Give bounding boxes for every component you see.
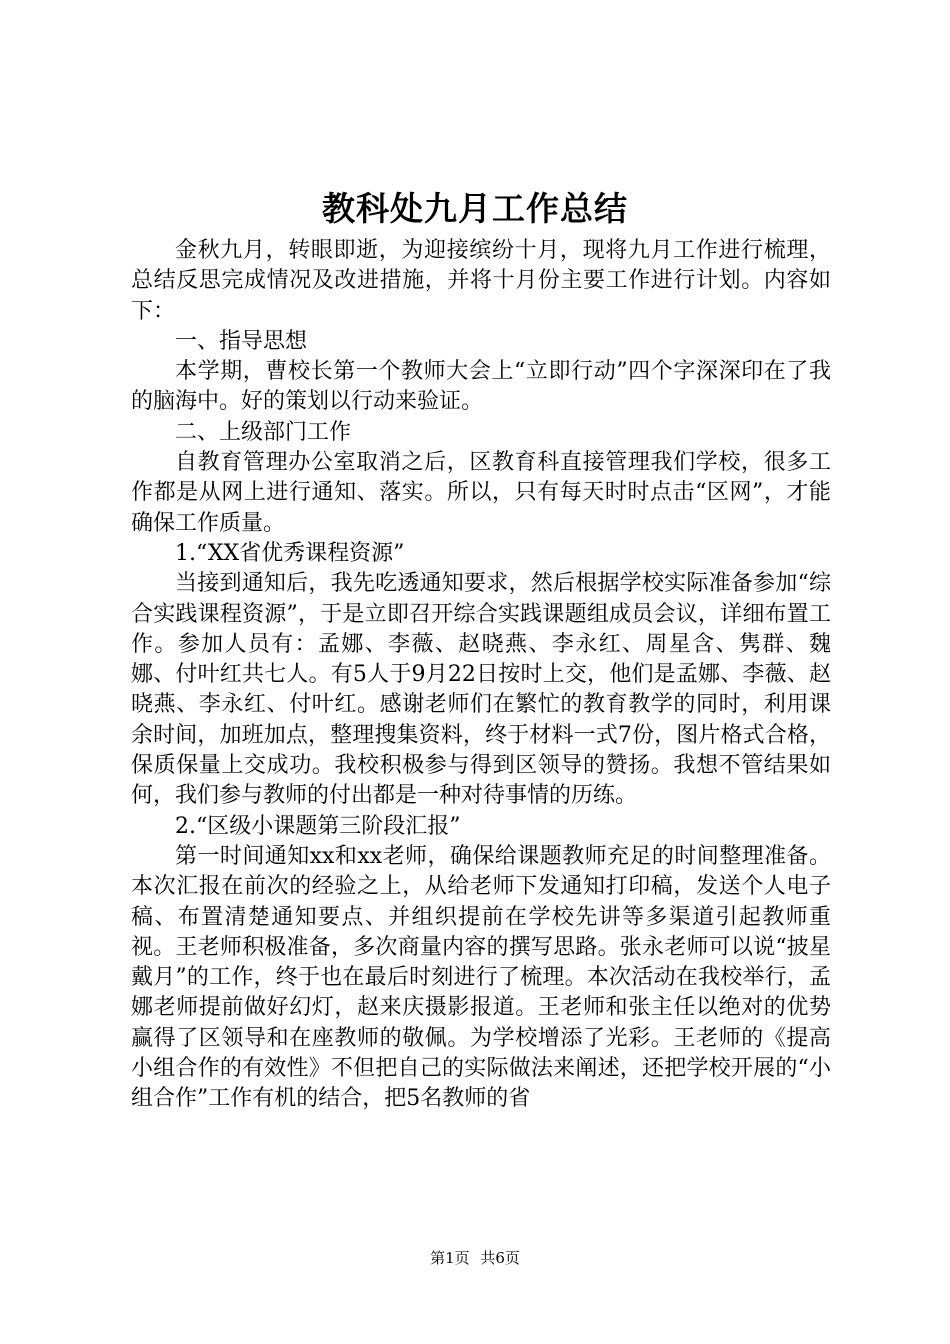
paragraph-research-report: 第一时间通知xx和xx老师，确保给课题教师充足的时间整理准备。本次汇报在前次的经验之上，从给老师下发通知打印稿，发送个人电子稿、布置清楚通知要点、并组织提前在学校先讲等多渠道引起教师重视。王老师积极准备，多次商量内容的撰写思路。张永老师可以说“披星戴月”的工作，终于也在最后时刻进行了梳理。本次活动在我校举行，孟娜老师提前做好幻灯，赵来庆摄影报道。王老师和张主任以绝对的优势赢得了区领导和在座教师的敬佩。为学校增添了光彩。王老师的《提高小组合作的有效性》不但把自己的实际做法来阐述，还把学校开展的“小组合作”工作有机的结合，把5名教师的省 — [131, 843, 831, 1112]
document-title: 教科处九月工作总结 — [322, 189, 628, 228]
paragraph-guiding-thought: 本学期，曹校长第一个教师大会上“立即行动”四个字深深印在了我的脑海中。好的策划以行动来验证。 — [131, 359, 831, 415]
page-number: 第1页 — [430, 1249, 470, 1267]
document-body — [131, 236, 831, 1115]
section-heading-superior-work: 二、上级部门工作 — [175, 419, 352, 445]
paragraph-superior-work: 自教育管理办公室取消之后，区教育科直接管理我们学校，很多工作都是从网上进行通知、落实。所以，只有每天时时点击“区网”，才能确保工作质量。 — [131, 450, 831, 536]
paragraph-course-resources: 当接到通知后，我先吃透通知要求，然后根据学校实际准备参加“综合实践课程资源”，于是立即召开综合实践课题组成员会议，详细布置工作。参加人员有：孟娜、李薇、赵晓燕、李永红、周星含、隽群、魏娜、付叶红共七人。有5人于9月22日按时上交，他们是孟娜、李薇、赵晓燕、李永红、付叶红。感谢老师们在繁忙的教育教学的同时，利用课余时间，加班加点，整理搜集资料，终于材料一式7份，图片格式合格，保质保量上交成功。我校积极参与得到区领导的赞扬。我想不管结果如何，我们参与教师的付出都是一种对待事情的历练。 — [131, 571, 831, 809]
section-heading-guiding-thought: 一、指导思想 — [175, 328, 308, 354]
page-footer — [0, 1248, 950, 1268]
subheading-course-resources: 1.“XX省优秀课程资源” — [175, 540, 405, 566]
page-total: 共6页 — [480, 1249, 520, 1267]
subheading-research-report: 2.“区级小课题第三阶段汇报” — [175, 813, 461, 839]
paragraph-intro: 金秋九月，转眼即逝，为迎接缤纷十月，现将九月工作进行梳理，总结反思完成情况及改进措施，并将十月份主要工作进行计划。内容如下： — [131, 238, 831, 324]
